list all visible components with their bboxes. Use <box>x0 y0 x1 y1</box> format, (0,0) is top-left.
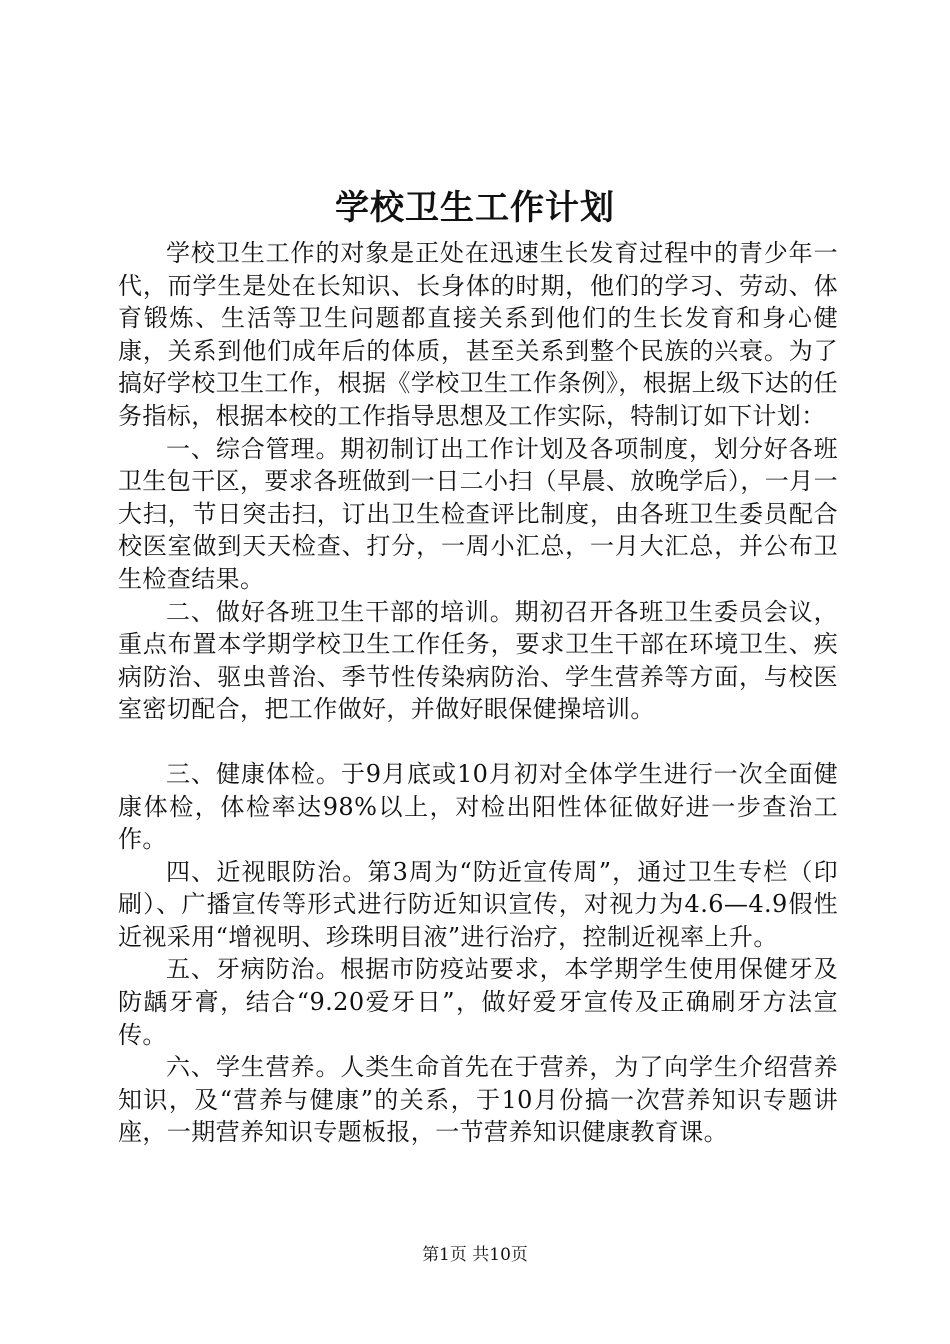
paragraph-student-nutrition: 六、学生营养。人类生命首先在于营养，为了向学生介绍营养知识，及“营养与健康”的关系，于10月份搞一次营养知识专题讲座，一期营养知识专题板报，一节营养知识健康教育课。 <box>118 1053 838 1147</box>
paragraph-dental-prevention: 五、牙病防治。根据市防疫站要求，本学期学生使用保健牙及防龋牙膏，结合“9.20爱牙日”，做好爱牙宣传及正确刷牙方法宣传。 <box>118 955 838 1049</box>
paragraph-intro: 学校卫生工作的对象是正处在迅速生长发育过程中的青少年一代，而学生是处在长知识、长身体的时期，他们的学习、劳动、体育锻炼、生活等卫生问题都直接关系到他们的生长发育和身心健康，关系到他们成年后的体质，甚至关系到整个民族的兴衰。为了搞好学校卫生工作，根据《学校卫生工作条例》，根据上级下达的任务指标，根据本校的工作指导思想及工作实际，特制订如下计划： <box>118 239 838 430</box>
paragraph-health-cadre-training: 二、做好各班卫生干部的培训。期初召开各班卫生委员会议，重点布置本学期学校卫生工作任务，要求卫生干部在环境卫生、疾病防治、驱虫普治、季节性传染病防治、学生营养等方面，与校医室密切配合，把工作做好，并做好眼保健操培训。 <box>118 597 838 724</box>
document-title: 学校卫生工作计划 <box>335 188 615 228</box>
page-number-footer: 第1页 共10页 <box>422 1245 528 1265</box>
paragraph-comprehensive-management: 一、综合管理。期初制订出工作计划及各项制度，划分好各班卫生包干区，要求各班做到一日二小扫（早晨、放晚学后），一月一大扫，节日突击扫，订出卫生检查评比制度，由各班卫生委员配合校医室做到天天检查、打分，一周小汇总，一月大汇总，并公布卫生检查结果。 <box>118 434 838 593</box>
paragraph-myopia-prevention: 四、近视眼防治。第3周为“防近宣传周”，通过卫生专栏（印刷）、广播宣传等形式进行防近知识宣传，对视力为4.6—4.9假性近视采用“增视明、珍珠明目液”进行治疗，控制近视率上升。 <box>118 857 838 951</box>
document-body <box>118 237 838 1149</box>
paragraph-health-checkup: 三、健康体检。于9月底或10月初对全体学生进行一次全面健康体检，体检率达98%以上，对检出阳性体征做好进一步查治工作。 <box>118 759 838 854</box>
